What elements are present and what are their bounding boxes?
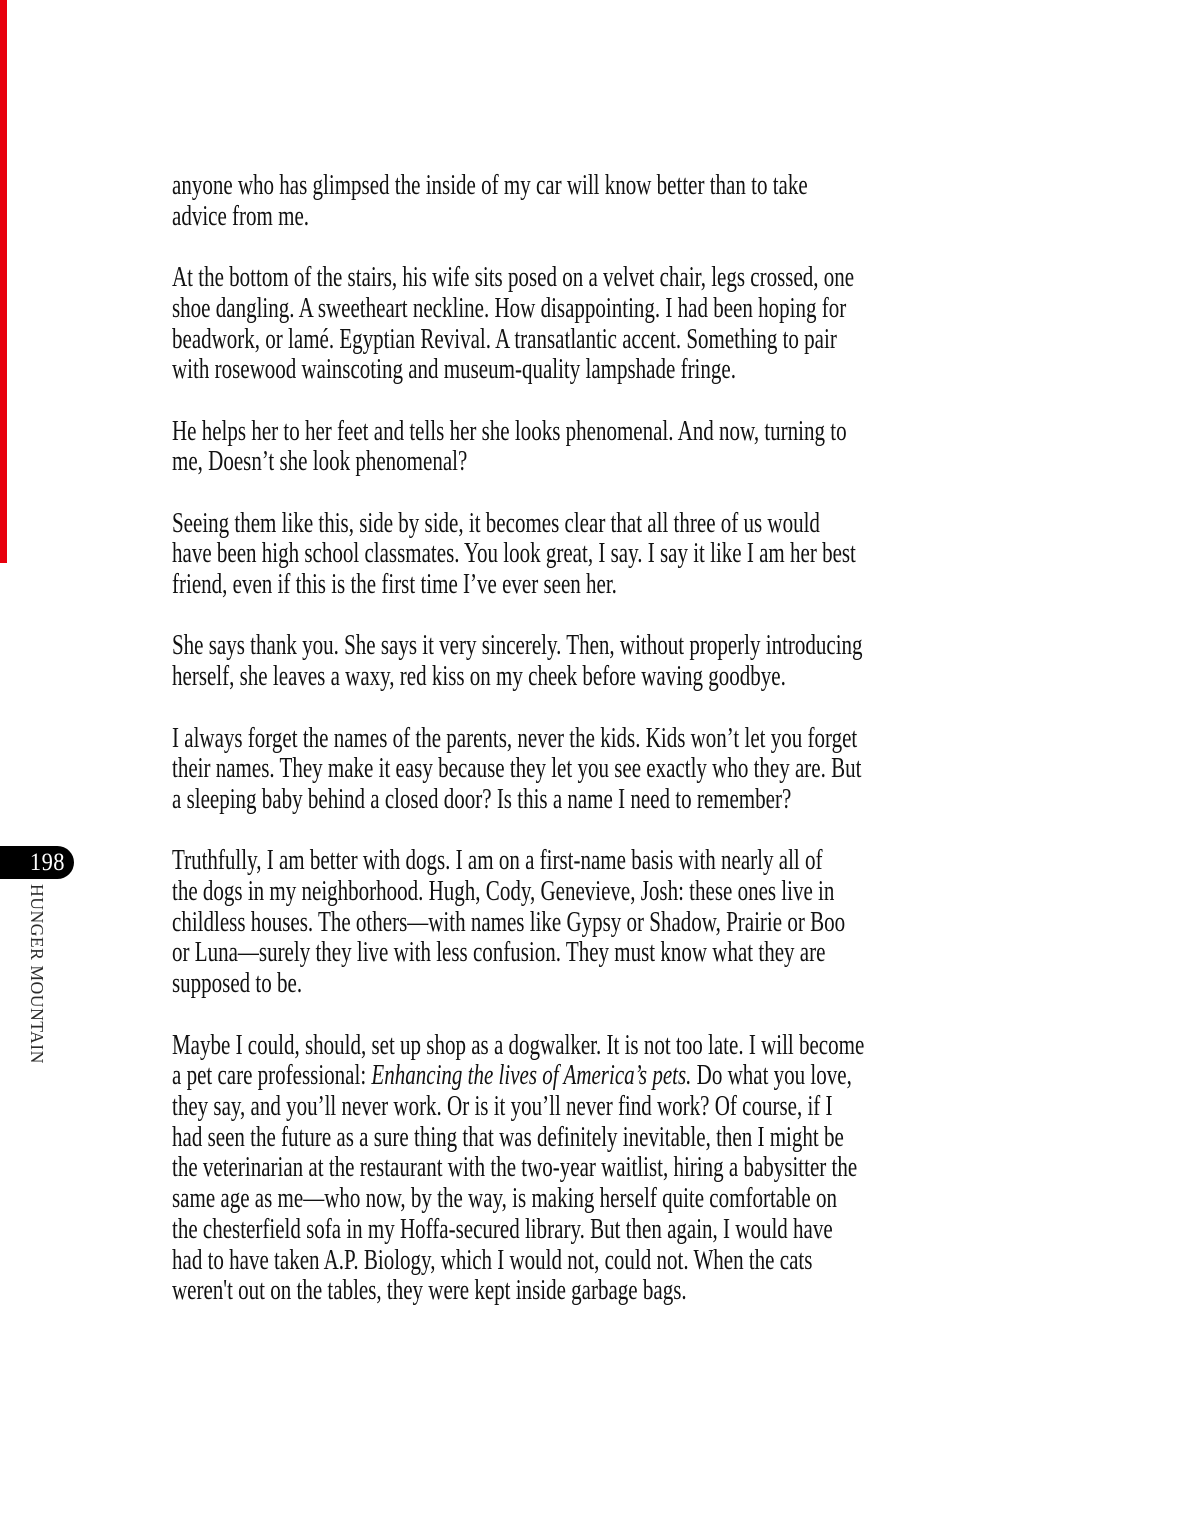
journal-title-vertical: HUNGER MOUNTAIN (27, 884, 47, 1064)
page-number-badge (0, 846, 74, 879)
text-line: had seen the future as a sure thing that was definitely inevitable, then I might be (172, 1121, 844, 1153)
paragraph (172, 631, 1195, 692)
text-line: their names. They make it easy because they let you see exactly who they are. But (172, 753, 862, 785)
paragraph (172, 509, 1195, 601)
paragraph (172, 1031, 1195, 1307)
paragraph (172, 171, 1195, 232)
text-line: the veterinarian at the restaurant with the two-year waitlist, hiring a babysitter the (172, 1152, 858, 1184)
text-line: anyone who has glimpsed the inside of my car will know better than to take (172, 170, 808, 201)
text-line: the chesterfield sofa in my Hoffa-secured library. But then again, I would have (172, 1213, 833, 1245)
body-text (172, 171, 1195, 1307)
text-line: supposed to be. (172, 968, 303, 1000)
text-line: friend, even if this is the first time I’ve ever seen her. (172, 569, 617, 601)
text-line: same age as me—who now, by the way, is making herself quite comfortable on (172, 1183, 838, 1215)
text-line: herself, she leaves a waxy, red kiss on my cheek before waving goodbye. (172, 661, 786, 693)
text-line: He helps her to her feet and tells her she looks phenomenal. And now, turning to (172, 415, 847, 447)
text-line: Truthfully, I am better with dogs. I am on a first-name basis with nearly all of (172, 845, 823, 877)
text-line: a sleeping baby behind a closed door? Is this a name I need to remember? (172, 783, 792, 815)
paragraph (172, 724, 1195, 816)
left-edge-red-bar (0, 0, 7, 563)
text-line: have been high school classmates. You look great, I say. I say it like I am her best (172, 538, 856, 570)
text-line: me, Doesn’t she look phenomenal? (172, 446, 468, 478)
text-line: had to have taken A.P. Biology, which I would not, could not. When the cats (172, 1244, 813, 1276)
text-line: advice from me. (172, 200, 310, 232)
text-line: they say, and you’ll never work. Or is it you’ll never find work? Of course, if I (172, 1090, 833, 1122)
text-line: shoe dangling. A sweetheart neckline. How disappointing. I had been hoping for (172, 292, 847, 324)
text-line: or Luna—surely they live with less confusion. They must know what they are (172, 937, 826, 969)
text-line: a pet care professional: Enhancing the lives of America’s pets. Do what you love, (172, 1060, 852, 1092)
text-line: She says thank you. She says it very sincerely. Then, without properly introducing (172, 630, 863, 662)
text-line: beadwork, or lamé. Egyptian Revival. A transatlantic accent. Something to pair (172, 323, 837, 355)
text-line: with rosewood wainscoting and museum-quality lampshade fringe. (172, 354, 736, 386)
text-line: the dogs in my neighborhood. Hugh, Cody, Genevieve, Josh: these ones live in (172, 876, 835, 908)
text-line: I always forget the names of the parents, never the kids. Kids won’t let you forget (172, 722, 858, 754)
paragraph (172, 417, 1195, 478)
paragraph (172, 263, 1195, 386)
text-line: Maybe I could, should, set up shop as a dogwalker. It is not too late. I will become (172, 1029, 865, 1061)
paragraph (172, 846, 1195, 1000)
page-number: 198 (29, 849, 65, 876)
text-line: childless houses. The others—with names like Gypsy or Shadow, Prairie or Boo (172, 906, 846, 938)
text-line: At the bottom of the stairs, his wife sits posed on a velvet chair, legs crossed, one (172, 262, 855, 294)
text-line: Seeing them like this, side by side, it becomes clear that all three of us would (172, 507, 820, 539)
text-line: weren't out on the tables, they were kept inside garbage bags. (172, 1275, 687, 1307)
